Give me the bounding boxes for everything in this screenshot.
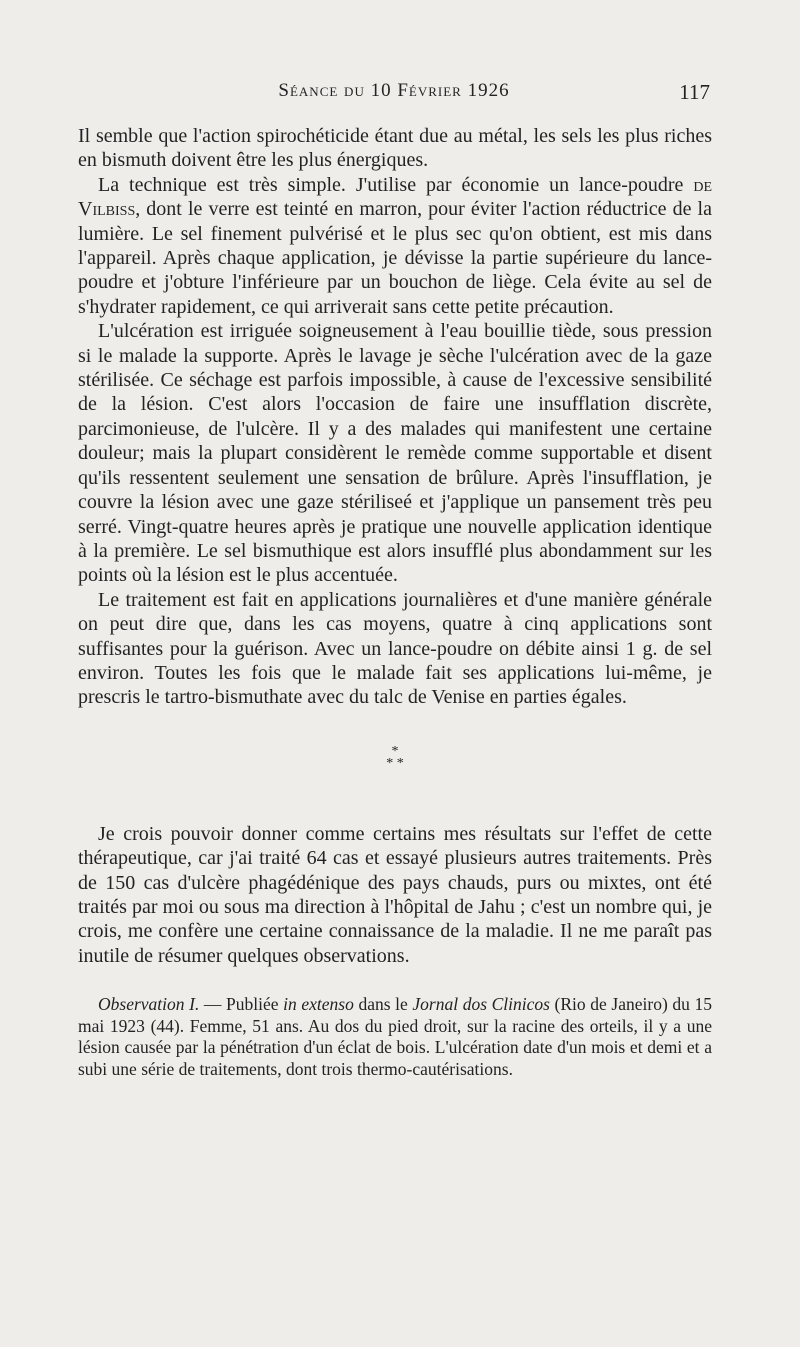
running-head: Séance du 10 Février 1926 [278,80,510,101]
separator-bottom-stars: * * [386,755,404,771]
observation-note [78,994,712,1080]
paragraph-5: Je crois pouvoir donner comme certains mes résultats sur l'effet de cette thérapeutique, car j'ai traité 64 cas et essayé plusieurs autres traitements. Près de 150 cas d'ulcère phagédénique des pays chauds, purs ou mixtes, ont été traités par moi ou sous ma direction à l'hôpital de Jahu ; c'est un nombre qui, je crois, me confère une certaine connaissance de la maladie. Il ne me paraît pas inutile de résumer quelques observations. [78,822,712,967]
observation-mid: dans le [353,994,413,1015]
paragraph-1: Il semble que l'action spirochéticide étant due au métal, les sels les plus riches en bismuth doivent être les plus énergiques. [78,125,712,172]
observation-in-extenso: in extenso [283,994,354,1015]
paragraph-2 [78,173,712,319]
observation-dash: — Publiée [199,994,284,1015]
paragraph-4: Le traitement est fait en applications journalières et d'une manière générale on peut dire que, dans les cas moyens, quatre à cinq applications sont suffisantes pour la guérison. Avec un lance-poudre on débite ainsi 1 g. de sel environ. Toutes les fois que le malade fait ses applications lui-même, je prescris le tartro-bismuthate avec du talc de Venise en parties égales. [78,588,712,709]
paragraph-3: L'ulcération est irriguée soigneusement à l'eau bouillie tiède, sous pression si le malade la supporte. Après le lavage je sèche l'ulcération avec de la gaze stérilisée. Ce séchage est parfois impossible, à cause de l'excessive sensibilité de la lésion. C'est alors l'occasion de faire une insufflation discrète, parcimonieuse, de l'ulcère. Il y a des malades qui manifestent une certaine douleur; mais la plupart considèrent le remède comme supportable et disent qu'ils ressentent seulement une sensation de brûlure. Après l'insufflation, je couvre la lésion avec une gaze stériliseé et j'applique un pansement très peu serré. Vingt-quatre heures après je pratique une nouvelle application identique à la première. Le sel bismuthique est alors insufflé plus abondamment sur les points où la lésion est le plus accentuée. [78,320,712,587]
paragraph-2-end: , dont le verre est teinté en marron, pour éviter l'action réductrice de la lumière. Le sel finement pulvérisé et le plus sec qu'on obtient, est mis dans l'appareil. Après chaque application, je dévisse la partie supérieure du lance-poudre et j'obture l'inférieure par un bouchon de liège. Cela évite au sel de s'hydrater rapidement, ce qui arriverait sans cette petite précaution. [78,198,712,318]
body-text [78,124,712,1080]
page-header [78,80,710,110]
page-number: 117 [679,80,710,104]
observation-journal: Jornal dos Clinicos [412,994,550,1015]
author-name: de Vilbiss [78,173,713,221]
paragraph-2-start: La technique est très simple. J'utilise par économie un lance-poudre [98,173,684,196]
observation-label: Observation I. [98,994,200,1015]
observation-text: (Rio de Janeiro) du 15 mai 1923 (44). Femme, 51 ans. Au dos du pied droit, sur la racine des orteils, il y a une lésion causée par la pénétration d'un éclat de bois. L'ulcération date d'un mois et demi et a subi une série de traitements, dont trois thermo-cautérisations. [78,994,712,1079]
separator-top-star: * [391,743,399,759]
section-separator [78,743,712,771]
